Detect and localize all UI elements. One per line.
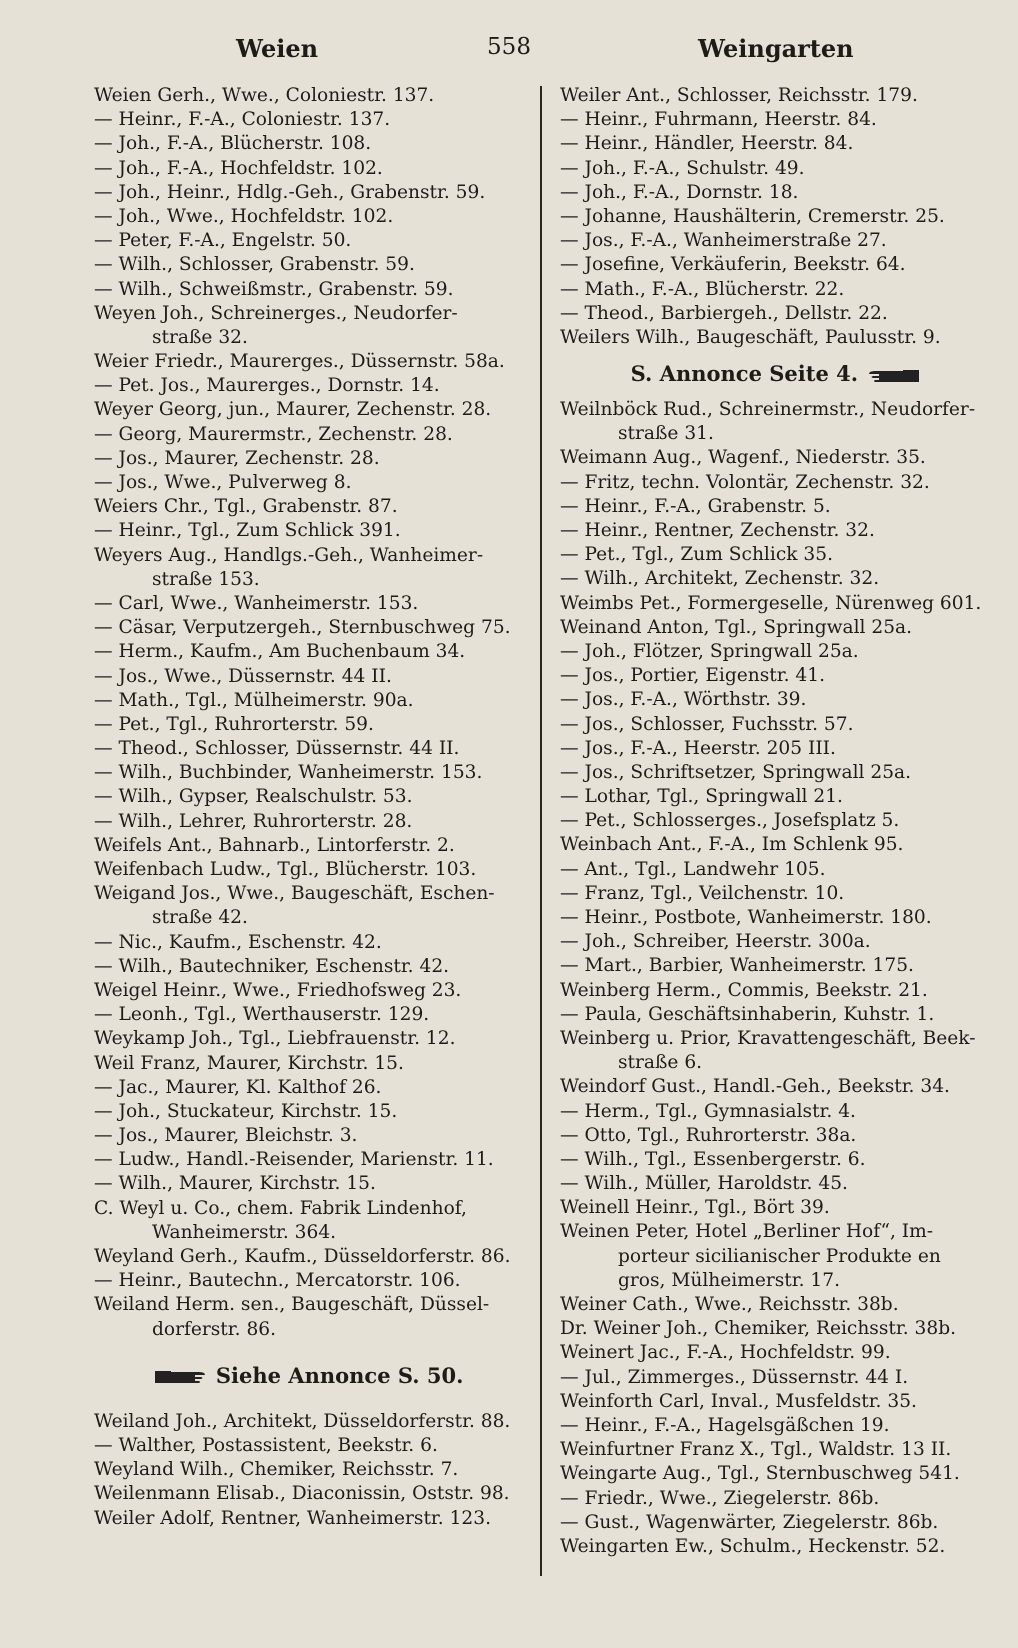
directory-entry: — Leonh., Tgl., Werthauserstr. 129. xyxy=(94,1004,430,1026)
directory-entry: — Joh., Heinr., Hdlg.-Geh., Grabenstr. 59. xyxy=(94,181,486,203)
directory-entry: — Nic., Kaufm., Eschenstr. 42. xyxy=(94,931,382,953)
directory-entry: — Pet., Tgl., Ruhrorterstr. 59. xyxy=(94,713,374,735)
left-column xyxy=(94,84,524,1531)
directory-entry: — Joh., Flötzer, Springwall 25a. xyxy=(560,640,859,662)
pointing-hand-icon xyxy=(865,367,919,385)
directory-entry: — Pet., Tgl., Zum Schlick 35. xyxy=(560,544,833,566)
directory-entry: Weinert Jac., F.-A., Hochfeldstr. 99. xyxy=(560,1342,891,1364)
directory-entry: — Heinr., Rentner, Zechenstr. 32. xyxy=(560,520,875,541)
right-column xyxy=(560,84,990,1559)
directory-entry: — Jos., Portier, Eigenstr. 41. xyxy=(560,665,826,687)
directory-entry: Weykamp Joh., Tgl., Liebfrauenstr. 12. xyxy=(94,1028,456,1050)
directory-entry: C. Weyl u. Co., chem. Fabrik Lindenhof, xyxy=(94,1197,467,1219)
directory-entry: Weinfurtner Franz X., Tgl., Waldstr. 13 II. xyxy=(560,1439,952,1461)
entry-continuation: straße 32. xyxy=(152,326,248,348)
directory-entry: — Mart., Barbier, Wanheimerstr. 175. xyxy=(560,955,914,977)
directory-entry: Weyen Joh., Schreinerges., Neudorfer- xyxy=(94,302,458,324)
right-annonce-ref xyxy=(560,356,990,392)
directory-entry: — Heinr., Postbote, Wanheimerstr. 180. xyxy=(560,907,932,928)
directory-entry: Dr. Weiner Joh., Chemiker, Reichsstr. 38b. xyxy=(560,1318,957,1340)
directory-entry: — Ludw., Handl.-Reisender, Marienstr. 11. xyxy=(94,1149,494,1171)
directory-entry: Weinforth Carl, Inval., Musfeldstr. 35. xyxy=(560,1390,917,1412)
directory-entry: — Joh., Stuckateur, Kirchstr. 15. xyxy=(94,1100,398,1122)
column-divider xyxy=(540,86,542,1576)
directory-entry: — Heinr., F.-A., Hagelsgäßchen 19. xyxy=(560,1414,890,1436)
directory-entry: Weyer Georg, jun., Maurer, Zechenstr. 28. xyxy=(94,399,492,421)
directory-entry: — Math., F.-A., Blücherstr. 22. xyxy=(560,278,845,300)
directory-entry: — Johanne, Haushälterin, Cremerstr. 25. xyxy=(560,205,945,227)
directory-entry: — Lothar, Tgl., Springwall 21. xyxy=(560,786,843,808)
left-annonce-text: Siehe Annonce S. 50. xyxy=(215,1362,464,1388)
directory-entry: — Wilh., Bautechniker, Eschenstr. 42. xyxy=(94,955,450,977)
directory-entry: Weiner Cath., Wwe., Reichsstr. 38b. xyxy=(560,1294,899,1315)
entry-continuation: Wanheimerstr. 364. xyxy=(152,1221,337,1243)
header-right-keyword: Weingarten xyxy=(698,34,854,63)
directory-entry: Weinberg Herm., Commis, Beekstr. 21. xyxy=(560,979,928,1001)
directory-entry: — Wilh., Schweißmstr., Grabenstr. 59. xyxy=(94,278,454,300)
directory-entry: — Joh., F.-A., Blücherstr. 108. xyxy=(94,133,372,155)
entry-continuation: straße 42. xyxy=(152,907,248,929)
directory-entry: — Jos., F.-A., Heerstr. 205 III. xyxy=(560,737,836,759)
entry-continuation: dorferstr. 86. xyxy=(152,1318,277,1340)
directory-entry: — Math., Tgl., Mülheimerstr. 90a. xyxy=(94,689,414,711)
right-annonce-text: S. Annonce Seite 4. xyxy=(630,361,859,387)
directory-entry: — Gust., Wagenwärter, Ziegelerstr. 86b. xyxy=(560,1511,939,1533)
directory-entry: — Wilh., Maurer, Kirchstr. 15. xyxy=(94,1173,376,1195)
directory-entry: — Joh., F.-A., Dornstr. 18. xyxy=(560,181,799,203)
directory-entry: Weingarten Ew., Schulm., Heckenstr. 52. xyxy=(560,1535,946,1557)
directory-entry: — Jos., Schriftsetzer, Springwall 25a. xyxy=(560,761,912,783)
directory-entry: — Paula, Geschäftsinhaberin, Kuhstr. 1. xyxy=(560,1003,935,1025)
directory-entry: Weilers Wilh., Baugeschäft, Paulusstr. 9. xyxy=(560,326,941,348)
directory-entry: — Joh., Schreiber, Heerstr. 300a. xyxy=(560,931,871,953)
directory-entry: — Heinr., F.-A., Grabenstr. 5. xyxy=(560,495,831,517)
directory-entry: — Heinr., F.-A., Coloniestr. 137. xyxy=(94,109,391,131)
directory-entry: — Joh., F.-A., Schulstr. 49. xyxy=(560,157,805,179)
directory-entry: Weier Friedr., Maurerges., Düssernstr. 58a. xyxy=(94,351,505,373)
directory-entry: — Wilh., Buchbinder, Wanheimerstr. 153. xyxy=(94,762,483,784)
entry-continuation: porteur sicilianischer Produkte en xyxy=(618,1245,941,1267)
directory-entry: Weigand Jos., Wwe., Baugeschäft, Eschen- xyxy=(94,883,495,905)
directory-entry: Weindorf Gust., Handl.-Geh., Beekstr. 34. xyxy=(560,1076,950,1098)
directory-entry: — Georg, Maurermstr., Zechenstr. 28. xyxy=(94,423,453,445)
directory-entry: — Ant., Tgl., Landwehr 105. xyxy=(560,858,826,880)
directory-entry: — Josefine, Verkäuferin, Beekstr. 64. xyxy=(560,254,906,276)
directory-entry: — Joh., F.-A., Hochfeldstr. 102. xyxy=(94,157,383,179)
directory-entry: — Wilh., Architekt, Zechenstr. 32. xyxy=(560,568,880,590)
directory-entry: — Pet. Jos., Maurerges., Dornstr. 14. xyxy=(94,375,440,397)
directory-entry: — Theod., Schlosser, Düssernstr. 44 II. xyxy=(94,738,460,760)
left-entries-2 xyxy=(94,1410,524,1531)
directory-entry: Weien Gerh., Wwe., Coloniestr. 137. xyxy=(94,85,435,106)
header-left-keyword: Weien xyxy=(236,34,319,63)
directory-entry: Weifels Ant., Bahnarb., Lintorferstr. 2. xyxy=(94,834,455,856)
directory-entry: — Pet., Schlosserges., Josefsplatz 5. xyxy=(560,810,900,832)
directory-entry: — Peter, F.-A., Engelstr. 50. xyxy=(94,230,352,252)
directory-entry: Weyland Wilh., Chemiker, Reichsstr. 7. xyxy=(94,1459,459,1481)
right-entries-2 xyxy=(560,398,990,1559)
directory-entry: — Herm., Kaufm., Am Buchenbaum 34. xyxy=(94,641,466,663)
directory-entry: — Franz, Tgl., Veilchenstr. 10. xyxy=(560,882,845,904)
entry-continuation: straße 31. xyxy=(618,423,714,445)
page-number: 558 xyxy=(487,34,531,60)
directory-entry: Weinand Anton, Tgl., Springwall 25a. xyxy=(560,616,913,638)
directory-entry: Weinen Peter, Hotel „Berliner Hof“, Im- xyxy=(560,1221,934,1243)
directory-entry: Weilnböck Rud., Schreinermstr., Neudorfer- xyxy=(560,399,976,421)
left-annonce-ref xyxy=(94,1358,524,1394)
directory-entry: Weilenmann Elisab., Diaconissin, Oststr. 98. xyxy=(94,1483,510,1505)
directory-entry: — Wilh., Müller, Haroldstr. 45. xyxy=(560,1173,848,1195)
directory-entry: Weinberg u. Prior, Kravattengeschäft, Beek- xyxy=(560,1027,976,1049)
directory-entry: — Herm., Tgl., Gymnasialstr. 4. xyxy=(560,1100,856,1122)
directory-entry: — Friedr., Wwe., Ziegelerstr. 86b. xyxy=(560,1487,880,1509)
directory-entry: — Theod., Barbiergeh., Dellstr. 22. xyxy=(560,302,888,324)
directory-entry: Weyers Aug., Handlgs.-Geh., Wanheimer- xyxy=(94,544,484,566)
directory-entry: Weiler Adolf, Rentner, Wanheimerstr. 123. xyxy=(94,1507,491,1529)
directory-entry: — Jos., Wwe., Düssernstr. 44 II. xyxy=(94,665,392,687)
directory-entry: Weiler Ant., Schlosser, Reichsstr. 179. xyxy=(560,85,918,106)
directory-entry: — Heinr., Tgl., Zum Schlick 391. xyxy=(94,520,401,542)
directory-entry: — Heinr., Bautechn., Mercatorstr. 106. xyxy=(94,1270,461,1292)
directory-entry: Weigel Heinr., Wwe., Friedhofsweg 23. xyxy=(94,979,462,1001)
directory-entry: — Jos., Maurer, Bleichstr. 3. xyxy=(94,1125,358,1147)
directory-entry: — Fritz, techn. Volontär, Zechenstr. 32. xyxy=(560,471,930,493)
directory-entry: Weiland Herm. sen., Baugeschäft, Düssel- xyxy=(94,1294,490,1316)
directory-entry: — Jos., F.-A., Wanheimerstraße 27. xyxy=(560,230,887,252)
directory-entry: Weinell Heinr., Tgl., Bört 39. xyxy=(560,1197,830,1219)
page-header xyxy=(0,28,1018,78)
directory-entry: Weinbach Ant., F.-A., Im Schlenk 95. xyxy=(560,834,904,856)
directory-entry: — Jos., Schlosser, Fuchsstr. 57. xyxy=(560,713,854,735)
directory-entry: — Heinr., Händler, Heerstr. 84. xyxy=(560,133,854,155)
directory-entry: Weimbs Pet., Formergeselle, Nürenweg 601. xyxy=(560,592,982,614)
directory-entry: Weiers Chr., Tgl., Grabenstr. 87. xyxy=(94,496,398,518)
directory-entry: — Wilh., Schlosser, Grabenstr. 59. xyxy=(94,254,415,276)
directory-entry: — Otto, Tgl., Ruhrorterstr. 38a. xyxy=(560,1124,857,1146)
directory-entry: — Jul., Zimmerges., Düssernstr. 44 I. xyxy=(560,1366,909,1388)
directory-entry: — Joh., Wwe., Hochfeldstr. 102. xyxy=(94,205,394,227)
directory-entry: — Wilh., Gypser, Realschulstr. 53. xyxy=(94,786,413,808)
directory-entry: Weingarte Aug., Tgl., Sternbuschweg 541. xyxy=(560,1463,960,1485)
directory-entry: — Walther, Postassistent, Beekstr. 6. xyxy=(94,1434,438,1456)
left-entries-1 xyxy=(94,84,524,1342)
right-entries-1 xyxy=(560,84,990,350)
directory-entry: Weil Franz, Maurer, Kirchstr. 15. xyxy=(94,1052,404,1074)
entry-continuation: straße 153. xyxy=(152,568,260,590)
directory-entry: Weiland Joh., Architekt, Düsseldorferstr. 88. xyxy=(94,1410,511,1432)
directory-entry: Weimann Aug., Wagenf., Niederstr. 35. xyxy=(560,447,926,469)
directory-entry: — Wilh., Tgl., Essenbergerstr. 6. xyxy=(560,1148,866,1170)
directory-entry: Weifenbach Ludw., Tgl., Blücherstr. 103. xyxy=(94,859,477,880)
directory-entry: — Jos., Maurer, Zechenstr. 28. xyxy=(94,447,380,469)
directory-entry: — Cäsar, Verputzergeh., Sternbuschweg 75. xyxy=(94,617,511,639)
directory-entry: — Jos., F.-A., Wörthstr. 39. xyxy=(560,689,807,711)
directory-entry: — Heinr., Fuhrmann, Heerstr. 84. xyxy=(560,109,877,131)
directory-entry: — Jac., Maurer, Kl. Kalthof 26. xyxy=(94,1076,382,1098)
directory-entry: — Wilh., Lehrer, Ruhrorterstr. 28. xyxy=(94,810,413,832)
directory-entry: — Jos., Wwe., Pulverweg 8. xyxy=(94,472,352,493)
entry-continuation: gros, Mülheimerstr. 17. xyxy=(618,1269,841,1291)
directory-entry: Weyland Gerh., Kaufm., Düsseldorferstr. 86. xyxy=(94,1246,511,1267)
directory-entry: — Carl, Wwe., Wanheimerstr. 153. xyxy=(94,592,419,614)
entry-continuation: straße 6. xyxy=(618,1052,703,1074)
pointing-hand-icon xyxy=(155,1368,209,1386)
